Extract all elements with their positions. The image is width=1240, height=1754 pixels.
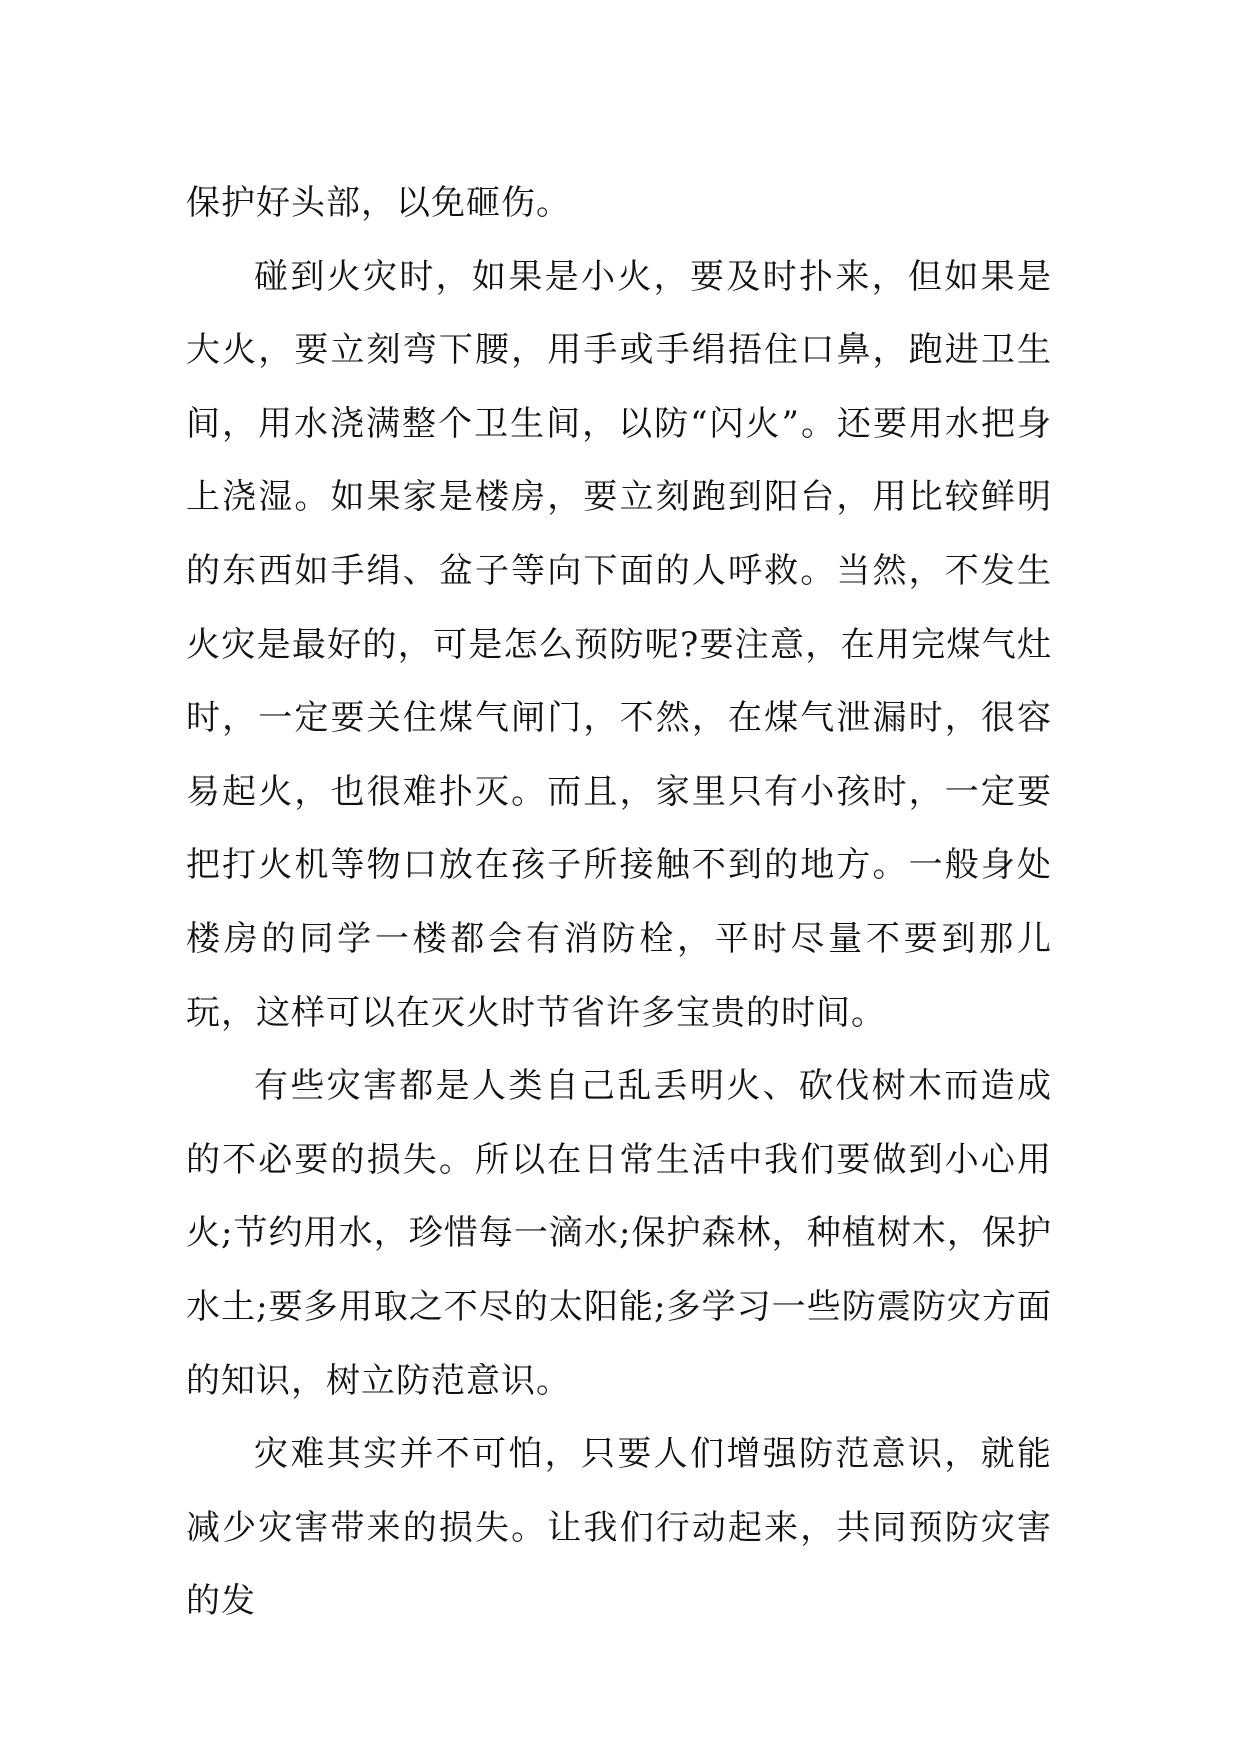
paragraph-continuation: 保护好头部，以免砸伤。: [186, 183, 571, 223]
paragraph-prevention: 有些灾害都是人类自己乱丢明火、砍伐树木而造成的不必要的损失。所以在日常生活中我们要做到小心用火;节约用水，珍惜每一滴水;保护森林，种植树木，保护水土;要多用取之不尽的太阳能;多学习一些防震防灾方面的知识，树立防范意识。: [186, 1066, 1052, 1401]
document-body: [186, 167, 1052, 1639]
paragraph-fire-safety: 碰到火灾时，如果是小火，要及时扑来，但如果是大火，要立刻弯下腰，用手或手绢捂住口鼻，跑进卫生间，用水浇满整个卫生间，以防“闪火”。还要用水把身上浇湿。如果家是楼房，要立刻跑到阳台，用比较鲜明的东西如手绢、盆子等向下面的人呼救。当然，不发生火灾是最好的，可是怎么预防呢?要注意，在用完煤气灶时，一定要关住煤气闸门，不然，在煤气泄漏时，很容易起火，也很难扑灭。而且，家里只有小孩时，一定要把打火机等物口放在孩子所接触不到的地方。一般身处楼房的同学一楼都会有消防栓，平时尽量不要到那儿玩，这样可以在灭火时节省许多宝贵的时间。: [186, 256, 1052, 1033]
paragraph-conclusion: 灾难其实并不可怕，只要人们增强防范意识，就能减少灾害带来的损失。让我们行动起来，共同预防灾害的发: [186, 1434, 1052, 1622]
